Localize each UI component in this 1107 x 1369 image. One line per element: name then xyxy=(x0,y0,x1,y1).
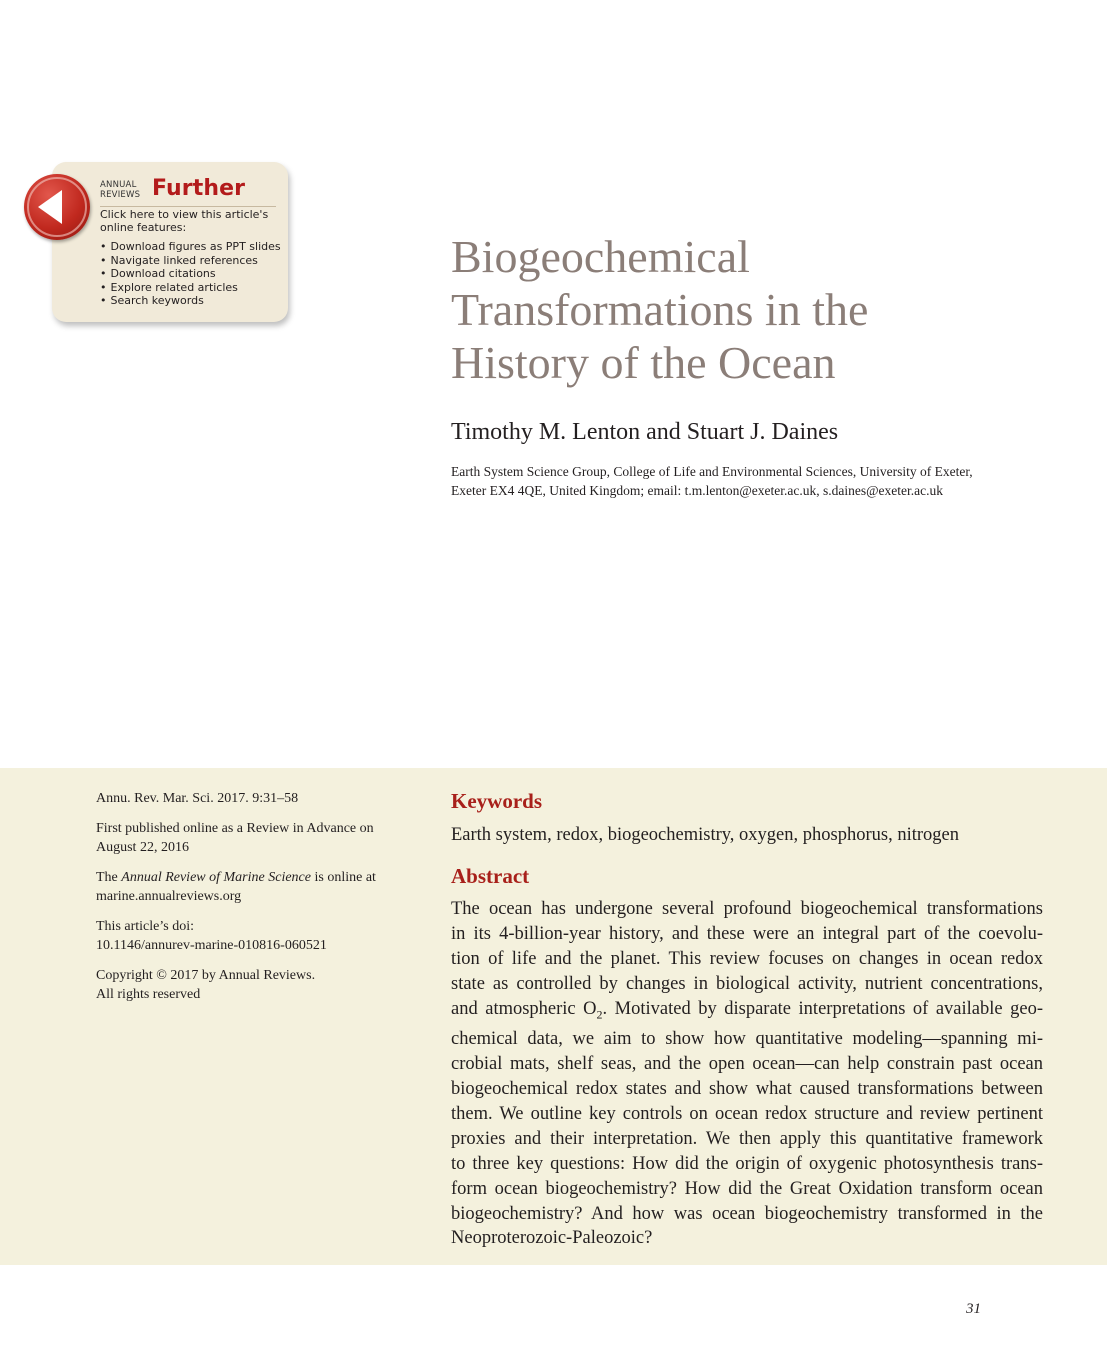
doi-link[interactable]: 10.1146/annurev-marine-010816-060521 xyxy=(96,938,327,953)
title-line: History of the Ocean xyxy=(451,337,836,388)
journal-url[interactable]: marine.annualreviews.org xyxy=(96,889,242,904)
feature-item[interactable]: • Search keywords xyxy=(100,294,281,308)
brand-annual: ANNUAL xyxy=(100,180,137,190)
abstract-heading: Abstract xyxy=(451,864,530,888)
abstract-body: The ocean has undergone several profound biogeochemical transformations in its 4-billion-year history, and these were an integral part of the coevolu- tion of life and the planet. This review focuses on changes in ocean redox state as controlled by changes in biological activity, nutrient concentrations, and atmospheric $O_2$. Motivated by disparate interpretations of available geo- chemical data, we aim to show how quantitative modeling—spanning mi- crobial mats, shelf seas, and the open ocean—can help constrain past ocean biogeochemical redox states and show what caused transformations between them. We outline key controls on ocean redox structure and review pertinent proxies and their interpretation. We then apply this quantitative framework to three key questions: How did the origin of oxygenic photosynthesis trans- form ocean biogeochemistry? How did the Great Oxidation transform ocean biogeochemistry? And how was ocean biogeochemistry transformed in the Neoproterozoic-Paleozoic? xyxy=(451,899,1043,1249)
doi-info: This article’s doi: 10.1146/annurev-marine-010816-060521 xyxy=(96,917,406,955)
copyright: Copyright © 2017 by Annual Reviews. All rights reserved xyxy=(96,968,316,1002)
feature-item[interactable]: • Explore related articles xyxy=(100,281,281,295)
title-line: Biogeochemical xyxy=(451,231,750,282)
click-here-link[interactable]: Click here xyxy=(100,208,155,221)
keywords-heading: Keywords xyxy=(451,789,542,813)
brand-reviews: REVIEWS xyxy=(100,190,141,200)
keywords-list: Earth system, redox, biogeochemistry, oxygen, phosphorus, nitrogen xyxy=(451,825,959,845)
divider xyxy=(100,206,276,207)
brand-further: Further xyxy=(152,176,246,201)
page-number: 31 xyxy=(966,1301,981,1317)
first-published: First published online as a Review in Advance on August 22, 2016 xyxy=(96,821,374,855)
article-title xyxy=(451,230,1011,389)
feature-item[interactable]: • Download figures as PPT slides xyxy=(100,240,281,254)
publication-meta xyxy=(96,789,406,1015)
title-line: Transformations in the xyxy=(451,284,869,335)
o2-line: and atmospheric $O_2$. Motivated by disparate interpretations of available geo- xyxy=(451,998,1043,1022)
citation: Annu. Rev. Mar. Sci. 2017. 9:31–58 xyxy=(96,791,299,806)
further-intro: Click here to view this article's online features: xyxy=(100,208,269,234)
annual-reviews-further-logo xyxy=(100,178,280,202)
online-info: The Annual Review of Marine Science is online at marine.annualreviews.org xyxy=(96,868,406,906)
article-authors: Timothy M. Lenton and Stuart J. Daines xyxy=(451,419,839,445)
further-features-box[interactable] xyxy=(52,162,288,322)
features-list xyxy=(100,240,281,308)
feature-item[interactable]: • Download citations xyxy=(100,267,281,281)
journal-name: Annual Review of Marine Science xyxy=(121,870,311,885)
back-arrow-icon[interactable] xyxy=(24,174,90,240)
feature-item[interactable]: • Navigate linked references xyxy=(100,254,281,268)
author-affiliation: Earth System Science Group, College of Life and Environmental Sciences, University of Exeter, Exeter EX4 4QE, United Kingdom; email: t.m.lenton@exeter.ac.uk, s.daines@exeter.ac.uk xyxy=(451,464,973,498)
